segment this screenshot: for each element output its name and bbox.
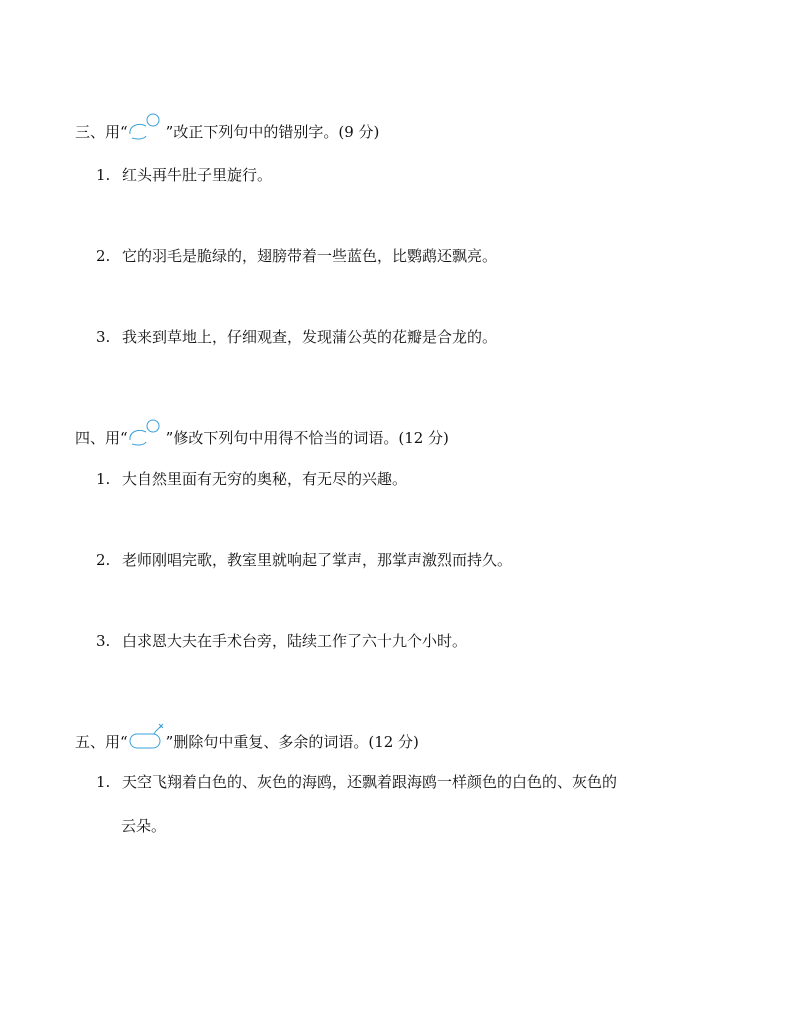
section-five-title	[75, 732, 419, 752]
item-text-continuation: 云朵。	[121, 817, 167, 835]
question-item	[96, 631, 467, 651]
question-item-continuation	[121, 816, 166, 836]
replace-mark-icon	[128, 122, 166, 142]
item-number: 1.	[96, 773, 111, 791]
section-four-title	[75, 428, 449, 448]
section-three-title	[75, 122, 379, 142]
question-item	[96, 772, 617, 792]
question-item	[96, 246, 497, 266]
item-text: 白求恩大夫在手术台旁，陆续工作了六十九个小时。	[122, 632, 468, 650]
item-text: 天空飞翔着白色的、灰色的海鸥，还飘着跟海鸥一样颜色的白色的、灰色的	[122, 773, 618, 791]
question-item	[96, 469, 407, 489]
section-three-prefix: 三、用“	[75, 123, 128, 141]
item-number: 3.	[96, 328, 111, 346]
item-number: 3.	[96, 632, 111, 650]
item-number: 1.	[96, 166, 111, 184]
item-number: 1.	[96, 470, 111, 488]
question-item	[96, 550, 512, 570]
section-five-suffix: ”删除句中重复、多余的词语。(12 分)	[165, 733, 419, 751]
delete-mark-icon	[128, 732, 166, 752]
section-four-suffix: ”修改下列句中用得不恰当的词语。(12 分)	[165, 429, 449, 447]
section-three-suffix: ”改正下列句中的错别字。(9 分)	[165, 123, 380, 141]
item-text: 红头再牛肚子里旋行。	[122, 166, 273, 184]
item-text: 它的羽毛是脆绿的，翅膀带着一些蓝色，比鹦鹉还飘亮。	[122, 247, 498, 265]
replace-mark-icon	[128, 428, 166, 448]
item-number: 2.	[96, 247, 111, 265]
item-text: 大自然里面有无穷的奥秘，有无尽的兴趣。	[122, 470, 408, 488]
item-number: 2.	[96, 551, 111, 569]
item-text: 我来到草地上，仔细观查，发现蒲公英的花瓣是合龙的。	[122, 328, 498, 346]
section-five-prefix: 五、用“	[75, 733, 128, 751]
question-item	[96, 165, 272, 185]
item-text: 老师刚唱完歌，教室里就响起了掌声，那掌声激烈而持久。	[122, 551, 513, 569]
question-item	[96, 327, 497, 347]
section-four-prefix: 四、用“	[75, 429, 128, 447]
